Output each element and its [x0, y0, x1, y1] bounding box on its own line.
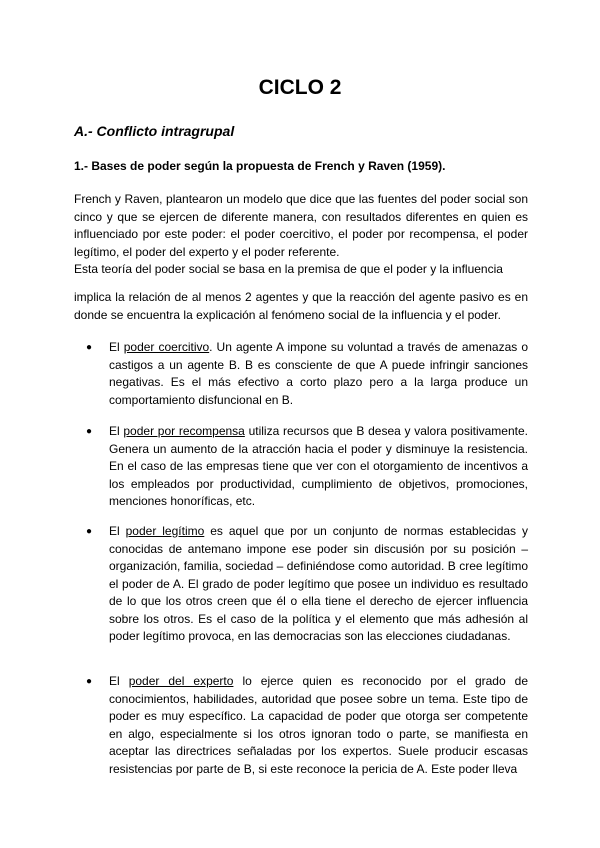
- list-item: [80, 423, 528, 511]
- list-item-prefix: El: [109, 424, 124, 438]
- bullet-icon: ●: [86, 676, 93, 687]
- intro-paragraph-continuation: Esta teoría del poder social se basa en la premisa de que el poder y la influencia: [74, 262, 503, 276]
- list-item-body: . Un agente A impone su voluntad a través de amenazas o castigos a un agente B. B es consciente de que A puede infringir sanciones negativas. Es el más efectivo a corto plazo pero a la larga produce un comportamiento disfuncional en B.: [109, 340, 528, 407]
- list-item-prefix: El: [109, 340, 124, 354]
- list-item: [80, 339, 528, 409]
- bullet-icon: ●: [86, 526, 93, 537]
- list-item-term: poder por recompensa: [123, 424, 245, 438]
- bullet-icon: ●: [86, 342, 93, 353]
- list-item-text: [109, 673, 528, 778]
- bullet-icon: ●: [86, 426, 93, 437]
- list-item-prefix: El: [109, 524, 126, 538]
- second-paragraph: implica la relación de al menos 2 agentes y que la reacción del agente pasivo es en donde se encuentra la explicación al fenómeno social de la influencia y el poder.: [74, 290, 528, 322]
- list-item-term: poder coercitivo: [123, 340, 210, 354]
- subsection-heading: 1.- Bases de poder según la propuesta de French y Raven (1959).: [74, 159, 446, 173]
- section-heading: A.- Conflicto intragrupal: [74, 123, 235, 139]
- intro-paragraph-text: French y Raven, plantearon un modelo que dice que las fuentes del poder social son cinco y que se ejercen de diferente manera, con resultados diferentes en quien es influenciado por este poder: el poder coercitivo, el poder por recompensa, el poder legítimo, el poder del experto y el poder referente.: [74, 192, 528, 259]
- list-item-body: utiliza recursos que B desea y valora positivamente. Genera un aumento de la atracción hacia el poder y disminuye la resistencia. En el caso de las empresas tiene que ver con el otorgamiento de incentivos a los empleados por productividad, cumplimiento de objetivos, promociones, menciones honoríficas, etc.: [109, 424, 528, 508]
- list-item-term: poder legítimo: [125, 524, 205, 538]
- list-item-text: [109, 523, 528, 646]
- list-item: [80, 523, 528, 646]
- intro-paragraph: [74, 191, 528, 279]
- list-item-body: lo ejerce quien es reconocido por el grado de conocimientos, habilidades, autoridad que posee sobre un tema. Este tipo de poder es muy específico. La capacidad de poder que otorga ser competente en algo, especialmente si los otros ignoran todo o parte, se manifiesta en aceptar las directrices señaladas por los expertos. Suele producir escasas resistencias por parte de B, si este reconoce la pericia de A. Este poder lleva: [109, 674, 528, 776]
- document-title: CICLO 2: [258, 76, 342, 99]
- list-item: [80, 673, 528, 778]
- list-item-text: [109, 339, 528, 409]
- list-item-text: [109, 423, 528, 511]
- list-item-prefix: El: [109, 674, 129, 688]
- list-item-term: poder del experto: [128, 674, 234, 688]
- list-item-body: es aquel que por un conjunto de normas establecidas y conocidas de antemano impone ese poder sin discusión por su posición – organización, familia, sociedad – definiéndose como autoridad. B cree legítimo el poder de A. El grado de poder legítimo que posee un individuo es resultado de lo que los otros creen que él o ella tiene el derecho de ejercer influencia sobre los otros. Es el caso de la política y el elemento que más adhesión al poder legítimo provoca, en las democracias son las elecciones ciudadanas.: [109, 524, 528, 643]
